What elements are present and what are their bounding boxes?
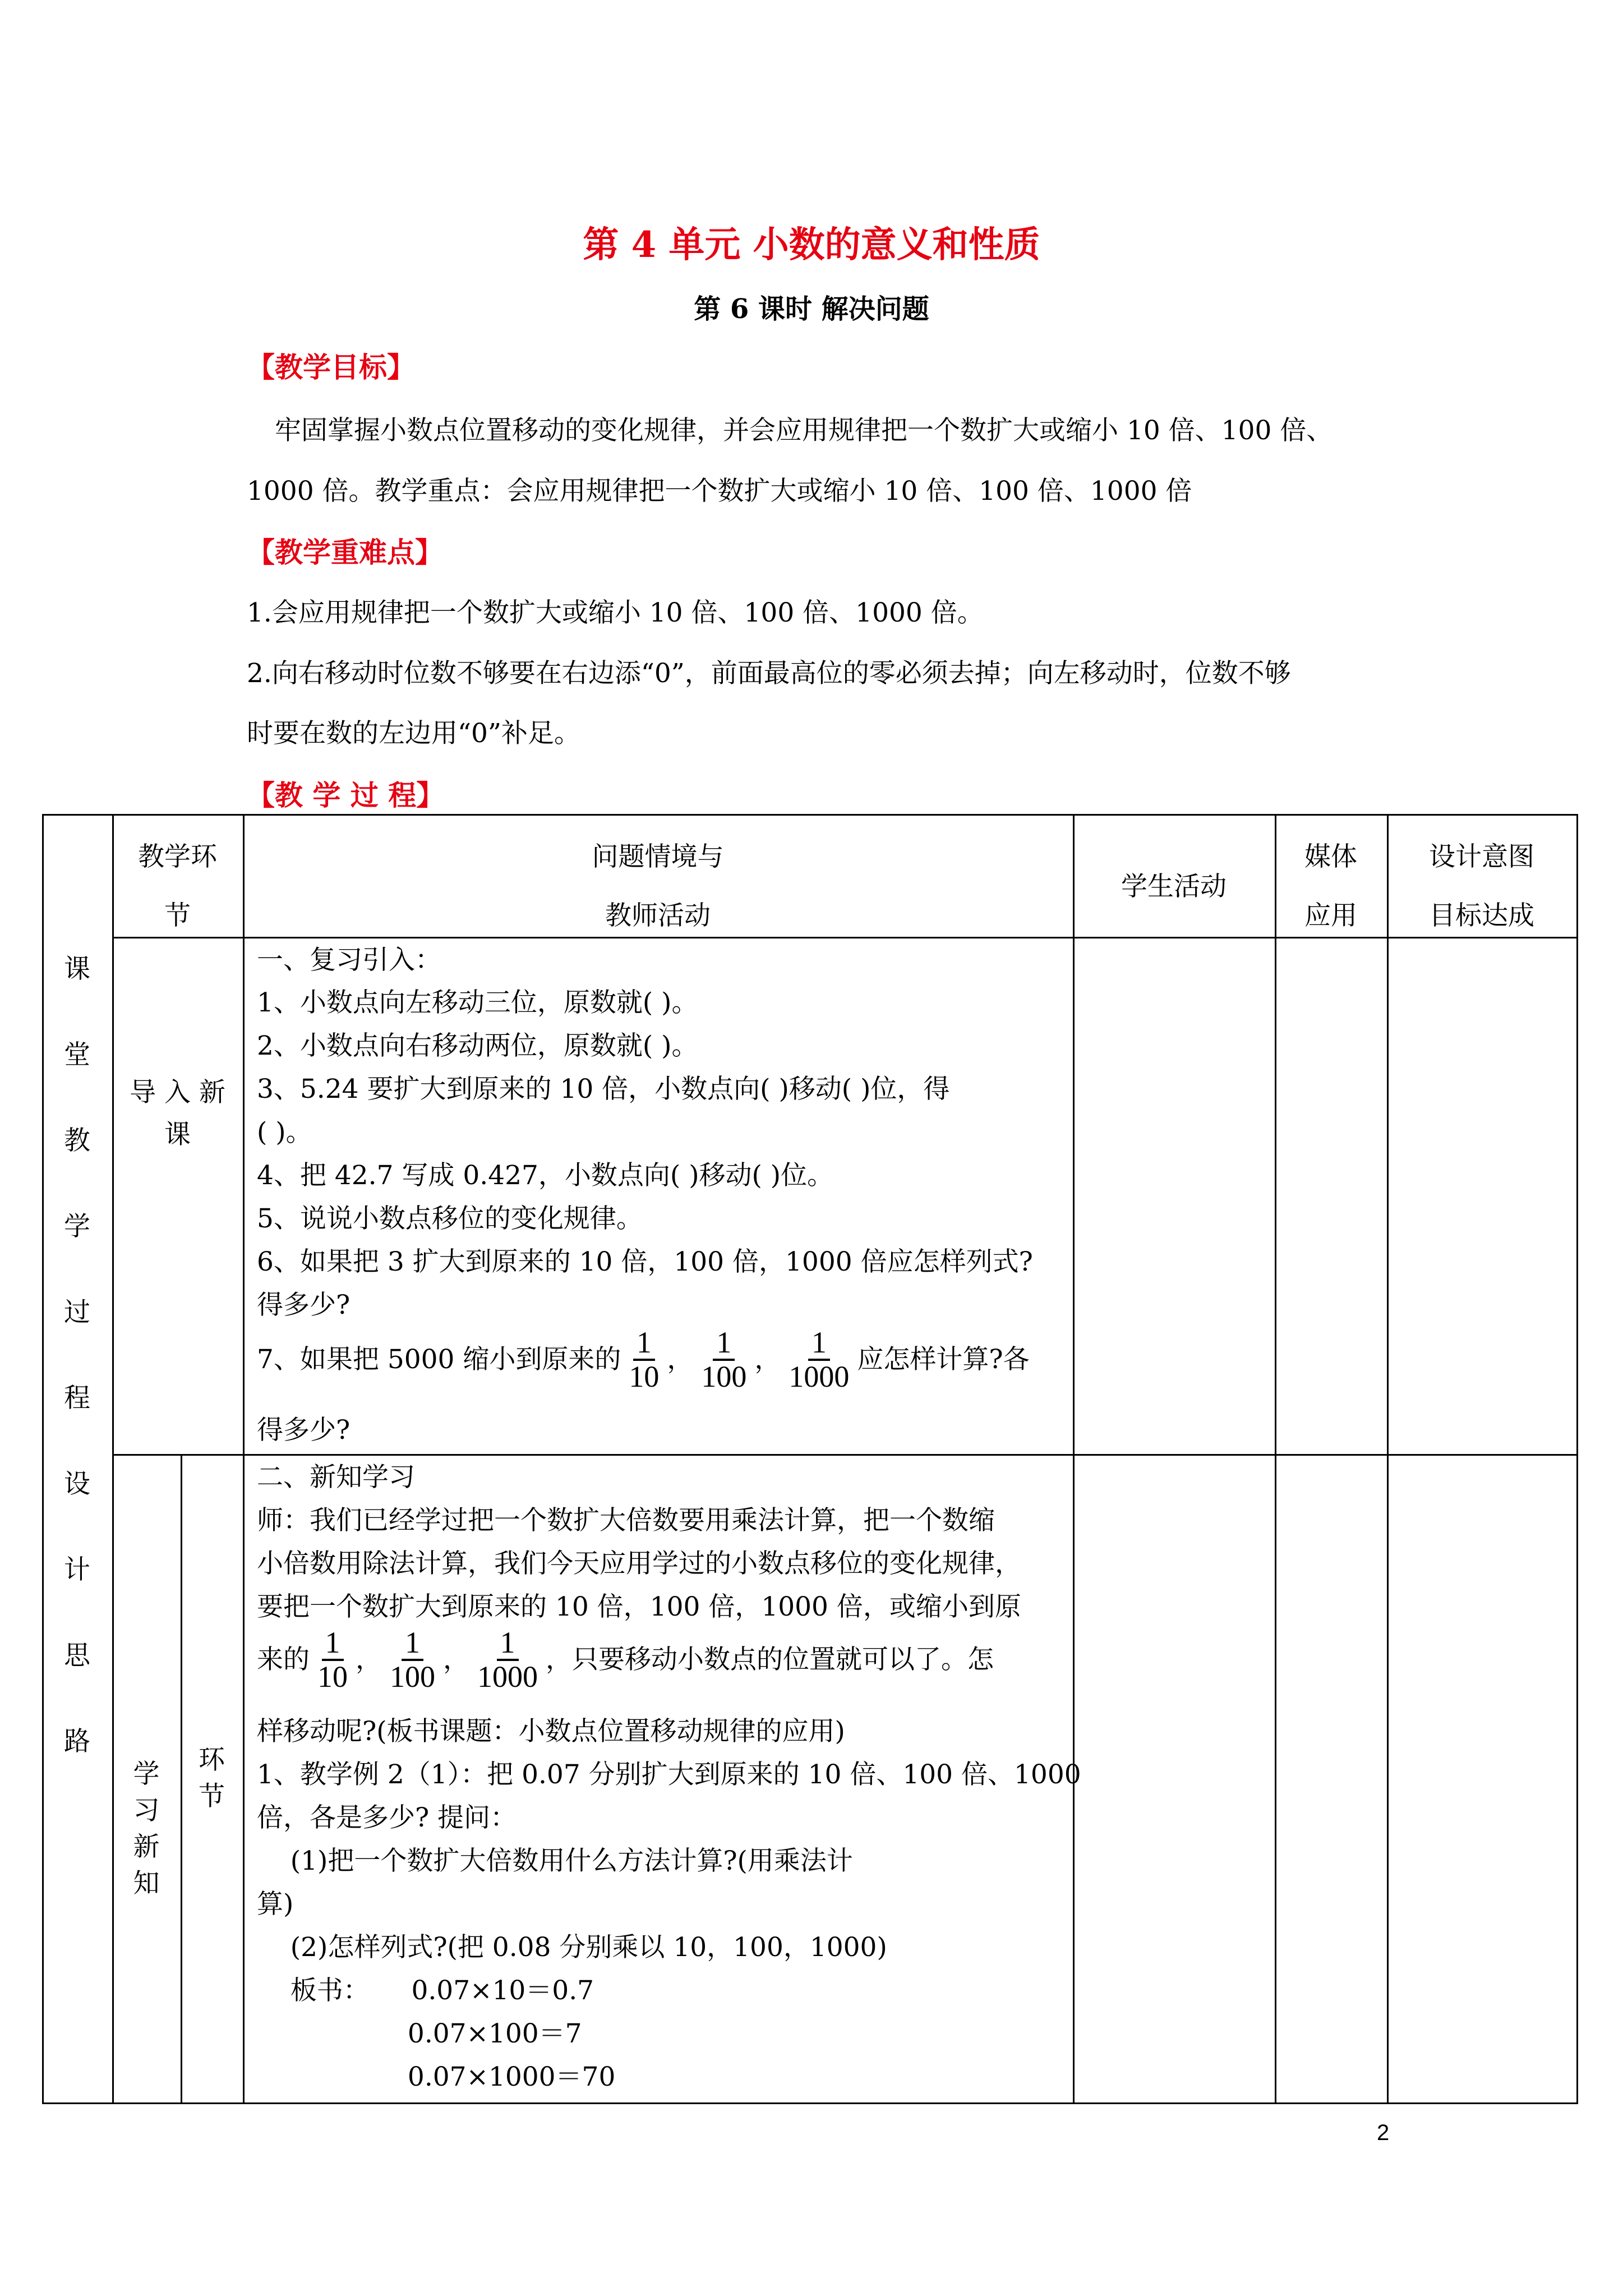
new-line: 要把一个数扩大到原来的 10 倍，100 倍，1000 倍，或缩小到原 [257,1591,1021,1622]
header-design-1: 设计意图 [1429,841,1534,872]
lesson-subtitle: 第 6 课时 解决问题 [694,293,929,325]
header-media-2: 应用 [1304,900,1357,931]
new-stage-char: 新 [133,1832,160,1862]
fraction-1-10: $\frac{1}{10}$ [629,1326,660,1393]
intro-line: ( )。 [257,1117,312,1148]
q7-sep: ， [667,1343,694,1375]
intro-line: 得多少? [257,1415,351,1446]
header-problem-1: 问题情境与 [592,841,724,872]
blackboard-line: 0.07×1000＝70 [257,2062,616,2092]
header-problem-2: 教师活动 [605,900,711,931]
objectives-line-1: 牢固掌握小数点位置移动的变化规律，并会应用规律把一个数扩大或缩小 10 倍、100 倍、 [275,415,1333,446]
q7-prefix: 7、如果把 5000 缩小到原来的 [257,1343,621,1375]
side-label-6: 程 [64,1383,90,1414]
objectives-line-2: 1000 倍。教学重点：会应用规律把一个数扩大或缩小 10 倍、100 倍、1000 倍 [247,476,1192,507]
frac-line-prefix: 来的 [257,1644,310,1675]
new-line: 二、新知学习 [257,1462,415,1493]
process-heading: 【教 学 过 程】 [247,779,445,812]
header-design-2: 目标达成 [1429,900,1534,931]
new-substage-char: 节 [199,1781,225,1812]
new-stage-char: 习 [133,1795,160,1826]
blackboard-line: 0.07×100＝7 [257,2018,582,2049]
intro-line: 6、如果把 3 扩大到原来的 10 倍，100 倍，1000 倍应怎样列式? [257,1246,1033,1277]
unit-title: 第 4 单元 小数的意义和性质 [583,224,1040,266]
new-line: 倍，各是多少? 提问： [257,1802,517,1833]
side-label-7: 设 [64,1469,90,1499]
blackboard-line: 板书： 0.07×10＝0.7 [257,1975,594,2006]
intro-line: 4、把 42.7 写成 0.427，小数点向( )移动( )位。 [257,1160,834,1191]
objectives-heading: 【教学目标】 [247,351,415,384]
intro-line: 得多少? [257,1290,351,1320]
keypoints-line-3: 时要在数的左边用“0”补足。 [247,718,580,749]
frac-sep: ， [356,1644,382,1675]
side-label-4: 学 [64,1211,90,1242]
keypoints-line-2: 2.向右移动时位数不够要在右边添“0”，前面最高位的零必须去掉；向左移动时，位数不够 [247,658,1291,689]
side-label-2: 堂 [64,1039,90,1070]
new-line: 样移动呢?(板书课题：小数点位置移动规律的应用) [257,1716,845,1747]
new-line: (2)怎样列式?(把 0.08 分别乘以 10，100，1000) [257,1932,887,1963]
intro-line: 3、5.24 要扩大到原来的 10 倍，小数点向( )移动( )位，得 [257,1074,950,1105]
intro-stage-2: 课 [164,1119,191,1150]
side-label-10: 路 [64,1726,90,1757]
header-stage-2: 节 [164,900,191,931]
fraction-1-100: $\frac{1}{100}$ [390,1626,435,1694]
side-label-3: 教 [64,1125,90,1156]
new-line: 1、教学例 2（1）：把 0.07 分别扩大到原来的 10 倍、100 倍、1000 [257,1759,1081,1790]
new-line: 算) [257,1889,294,1920]
new-line: 师：我们已经学过把一个数扩大倍数要用乘法计算，把一个数缩 [257,1505,995,1536]
intro-line: 5、说说小数点移位的变化规律。 [257,1203,643,1234]
header-student: 学生活动 [1121,871,1227,902]
intro-question-7 [257,1327,1030,1392]
new-line: (1)把一个数扩大倍数用什么方法计算?(用乘法计 [257,1846,853,1876]
side-label-9: 思 [64,1640,90,1671]
intro-stage-1: 导 入 新 [130,1077,225,1108]
new-line: 小倍数用除法计算，我们今天应用学过的小数点移位的变化规律， [257,1548,1021,1579]
frac-line-suffix: ，只要移动小数点的位置就可以了。怎 [546,1644,994,1675]
fraction-1-1000: $\frac{1}{1000}$ [789,1326,850,1393]
new-stage-char: 学 [133,1759,160,1789]
side-label-1: 课 [64,954,90,984]
page-number: 2 [1377,2120,1390,2145]
keypoints-line-1: 1.会应用规律把一个数扩大或缩小 10 倍、100 倍、1000 倍。 [247,597,984,628]
new-substage-char: 环 [199,1745,225,1775]
intro-line: 一、复习引入： [257,945,441,976]
side-label-8: 计 [64,1554,90,1585]
frac-sep: ， [443,1644,469,1675]
intro-line: 1、小数点向左移动三位，原数就( )。 [257,987,698,1018]
fraction-1-1000: $\frac{1}{1000}$ [477,1626,538,1694]
fraction-1-10: $\frac{1}{10}$ [317,1626,348,1694]
q7-sep: ， [754,1343,781,1375]
new-fraction-line [257,1627,994,1692]
side-label-5: 过 [64,1297,90,1328]
header-media-1: 媒体 [1304,841,1357,872]
header-stage-1: 教学环 [138,841,217,872]
q7-suffix: 应怎样计算?各 [857,1343,1030,1375]
keypoints-heading: 【教学重难点】 [247,536,443,569]
intro-line: 2、小数点向右移动两位，原数就( )。 [257,1030,698,1061]
fraction-1-100: $\frac{1}{100}$ [701,1326,747,1393]
new-stage-char: 知 [133,1868,160,1899]
